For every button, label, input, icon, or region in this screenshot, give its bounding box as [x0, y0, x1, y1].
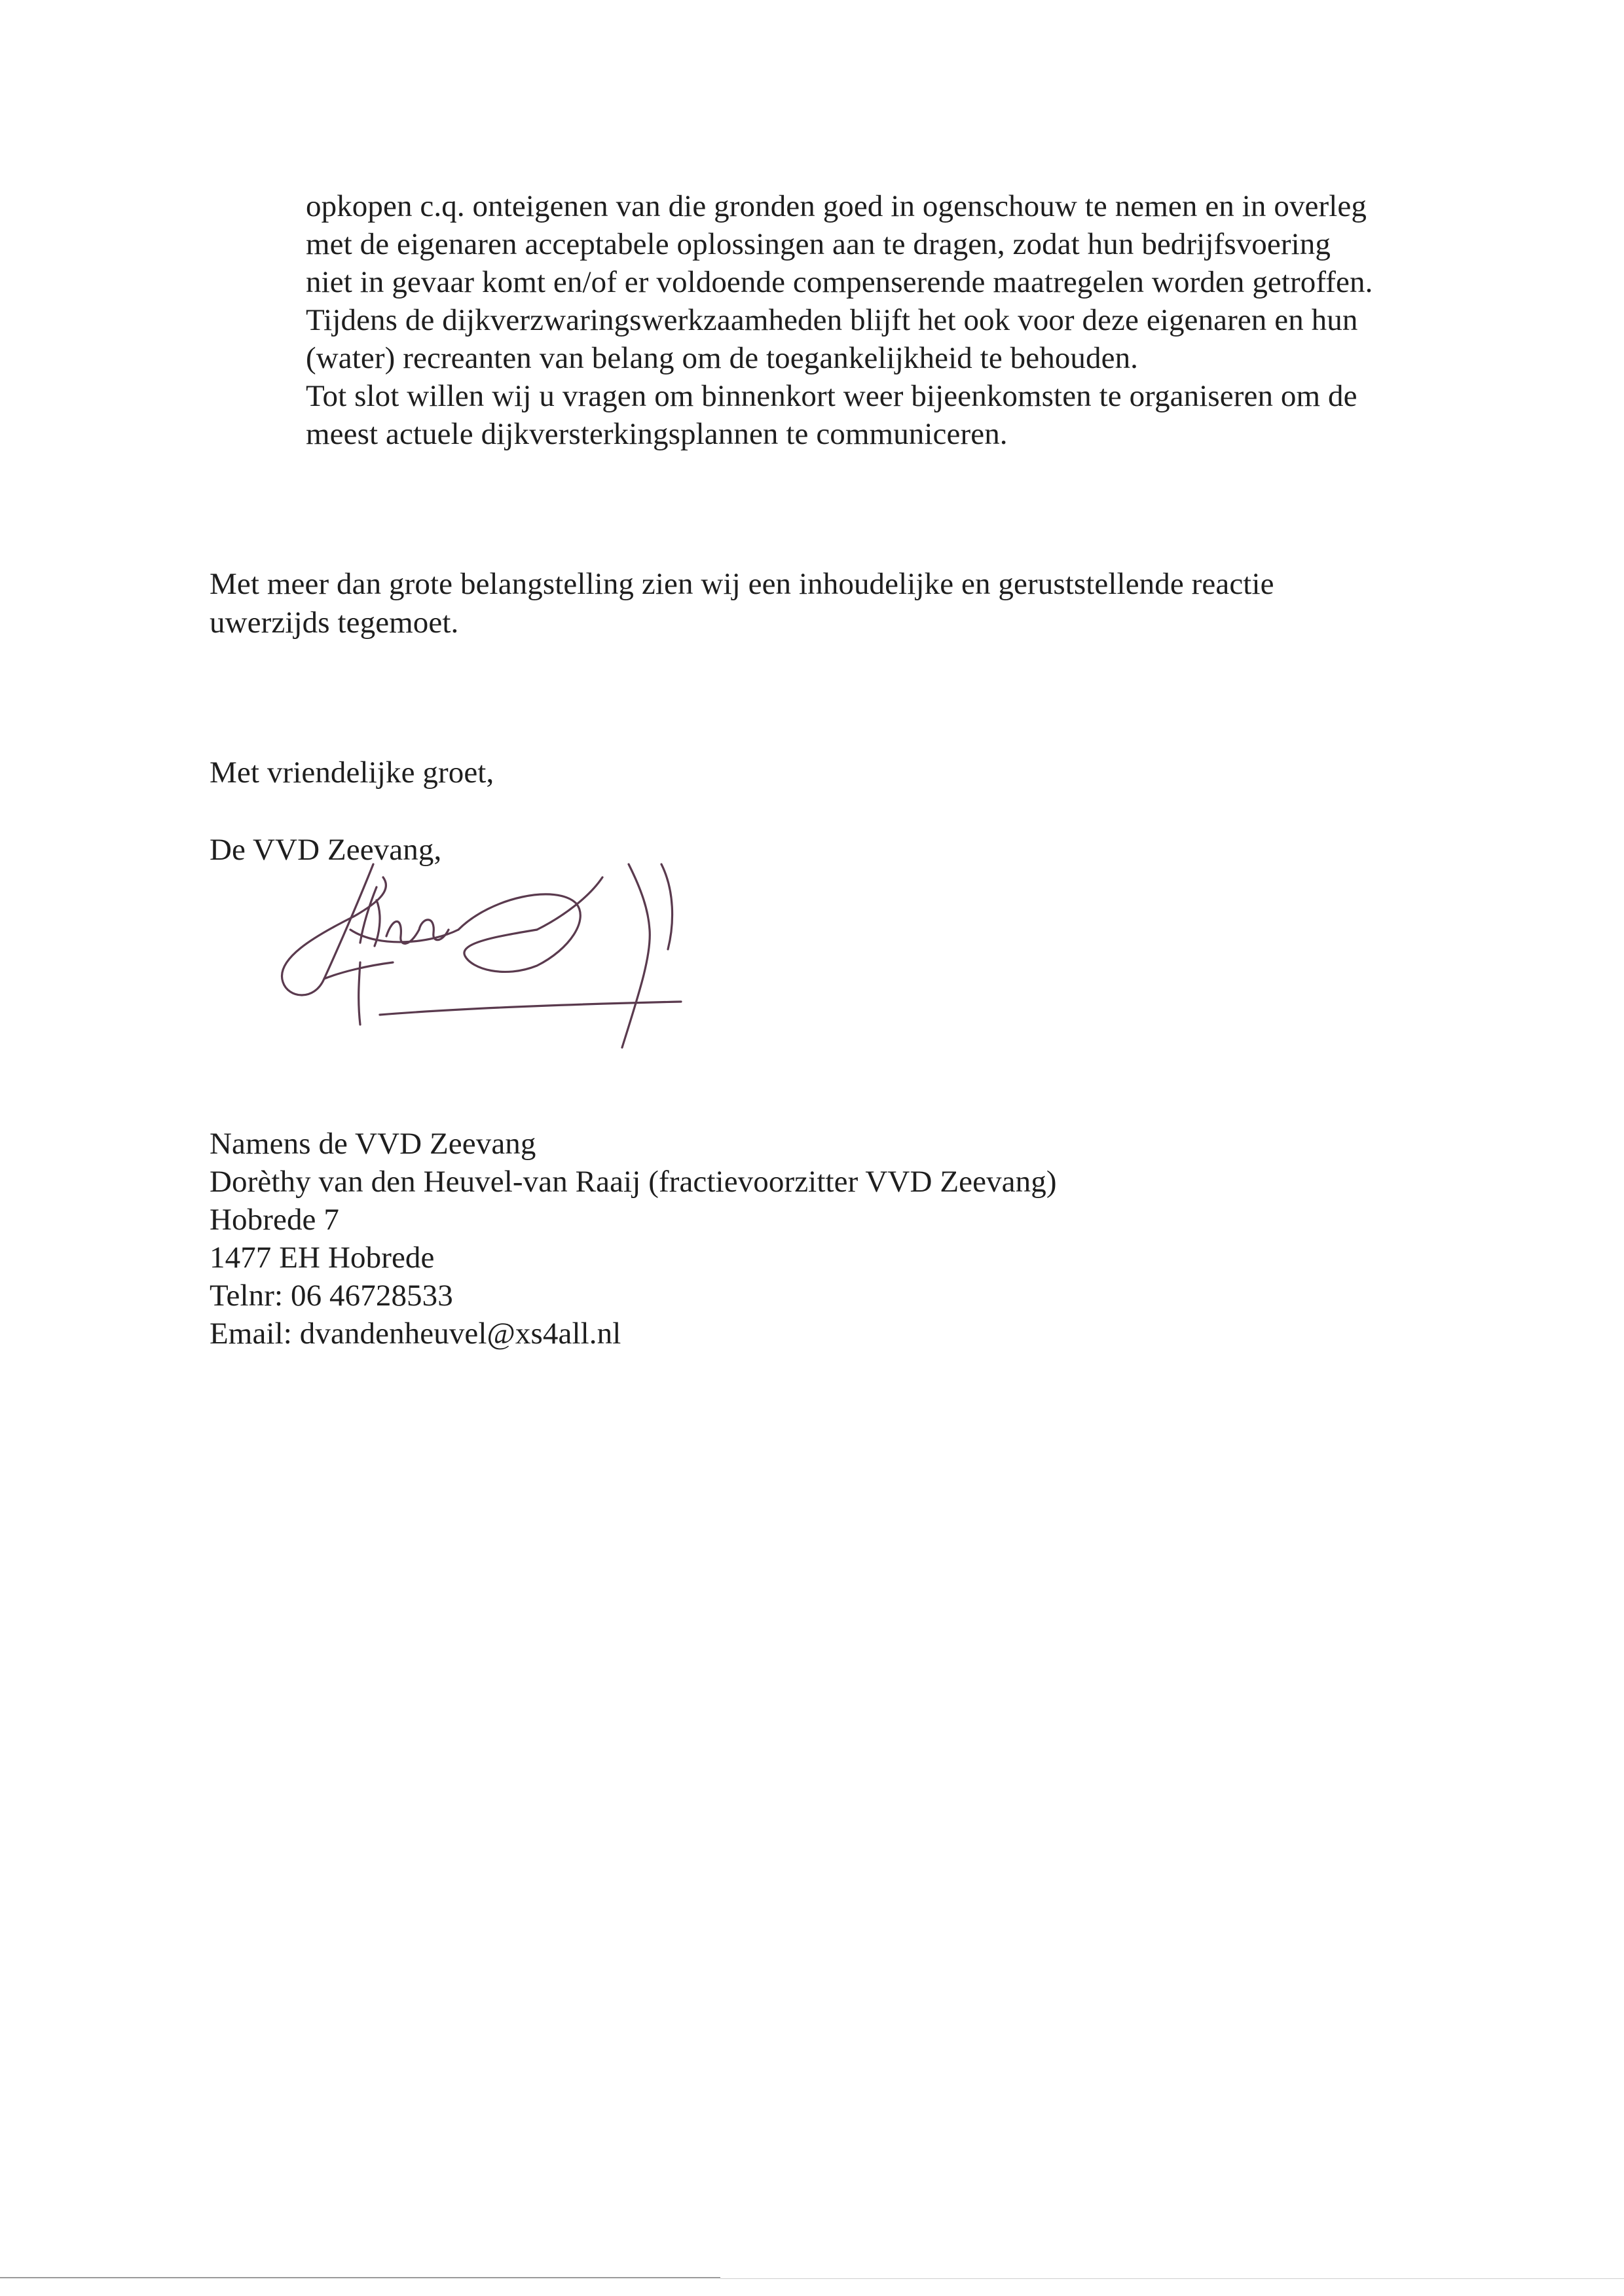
greeting: Met vriendelijke groet,	[210, 756, 494, 790]
handwritten-signature	[262, 838, 694, 1074]
phone-number: Telnr: 06 46728533	[210, 1279, 453, 1313]
paragraph-line: meest actuele dijkversterkingsplannen te communiceren.	[306, 417, 1008, 451]
paragraph-line: (water) recreanten van belang om de toegankelijkheid te behouden.	[306, 341, 1139, 375]
paragraph-line: Tijdens de dijkverzwaringswerkzaamheden blijft het ook voor deze eigenaren en hun	[306, 303, 1358, 337]
paragraph-line: met de eigenaren acceptabele oplossingen aan te dragen, zodat hun bedrijfsvoering	[306, 227, 1331, 261]
scan-edge-line	[720, 2278, 1624, 2279]
sender-org: De VVD Zeevang,	[210, 833, 442, 867]
paragraph-line: opkopen c.q. onteigenen van die gronden goed in ogenschouw te nemen en in overleg	[306, 189, 1367, 223]
address-street: Hobrede 7	[210, 1203, 339, 1237]
email-address: Email: dvandenheuvel@xs4all.nl	[210, 1317, 621, 1351]
paragraph-line: niet in gevaar komt en/of er voldoende compenserende maatregelen worden getroffen.	[306, 265, 1373, 299]
closing-line: uwerzijds tegemoet.	[210, 606, 459, 640]
address-postcode-city: 1477 EH Hobrede	[210, 1241, 435, 1275]
sender-name: Dorèthy van den Heuvel-van Raaij (fractievoorzitter VVD Zeevang)	[210, 1165, 1057, 1199]
paragraph-line: Tot slot willen wij u vragen om binnenkort weer bijeenkomsten te organiseren om de	[306, 379, 1357, 413]
scan-edge-line	[0, 2277, 720, 2278]
on-behalf-of: Namens de VVD Zeevang	[210, 1127, 536, 1161]
closing-line: Met meer dan grote belangstelling zien wij een inhoudelijke en geruststellende reactie	[210, 567, 1274, 601]
